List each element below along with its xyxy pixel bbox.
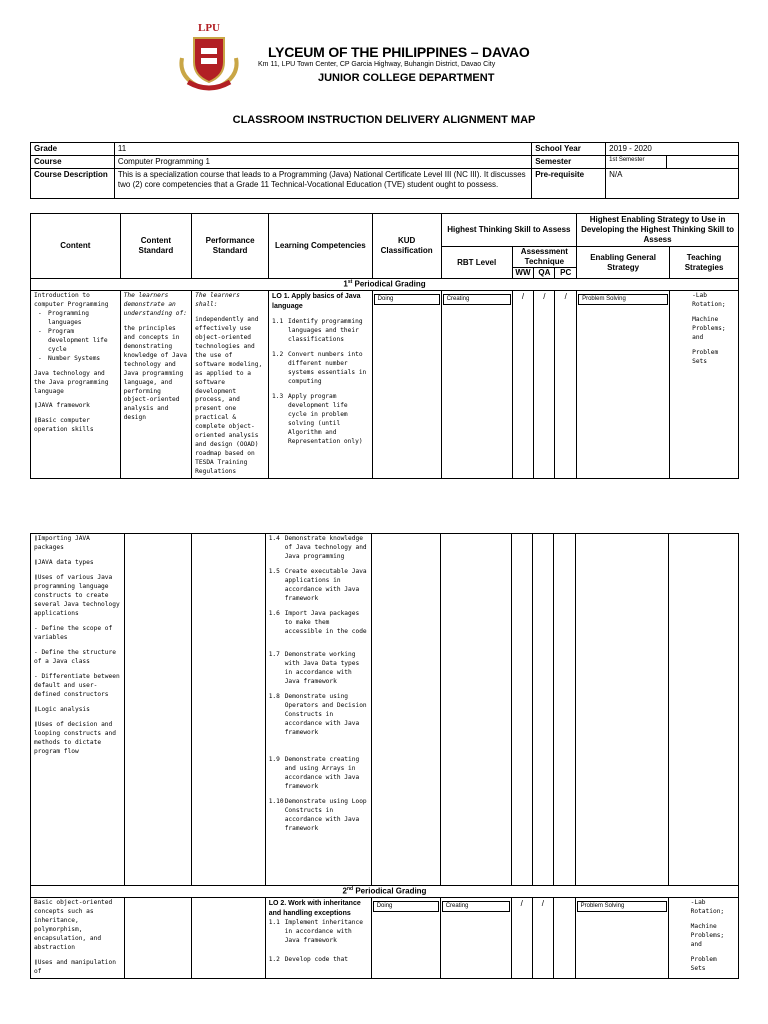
ww-mark: / — [511, 897, 532, 978]
school-year-value: 2019 - 2020 — [606, 143, 739, 156]
rbt-cell — [440, 534, 511, 886]
performance-standard-cell — [192, 534, 266, 886]
kud-field[interactable]: Doing — [373, 901, 439, 912]
competency-item: 1.4 Demonstrate knowledge of Java technology and Java programming — [268, 535, 367, 560]
course-description-label: Course Description — [31, 169, 115, 199]
content-item: ❙JAVA data types — [34, 558, 94, 566]
content-item: ❙Basic computer operation skills — [34, 417, 94, 434]
content-title: Introduction to computer Programming — [34, 291, 109, 308]
content-standard-cell — [124, 897, 192, 978]
enabling-field[interactable]: Problem Solving — [578, 294, 668, 305]
learning-outcome: LO 1. Apply basics of Java language — [272, 292, 361, 310]
competencies-cell — [265, 897, 371, 978]
pc-cell — [553, 534, 575, 886]
document-title: CLASSROOM INSTRUCTION DELIVERY ALIGNMENT MAP — [232, 114, 536, 126]
teaching-strategies-cell: -Lab Rotation; Machine Problems; and Problem Sets — [668, 897, 738, 978]
content-item: ❙Uses of decision and looping constructs and methods to dictate program flow — [34, 720, 116, 755]
school-address: Km 11, LPU Town Center, CP Garcia Highway, Buhangin District, Davao City — [258, 61, 496, 68]
enabling-field[interactable]: Problem Solving — [577, 901, 667, 912]
content-item: Java technology and the Java programming language — [34, 369, 109, 395]
content-cell — [31, 534, 125, 886]
alignment-map-table — [30, 213, 739, 479]
teaching-strategies-cell: -Lab Rotation; Machine Problems; and Problem Sets — [670, 290, 739, 479]
col-kud-classification: KUD Classification — [372, 214, 441, 279]
competency-item: 1.1 Implement inheritance in accordance with Java framework — [268, 918, 363, 944]
enabling-cell — [575, 534, 668, 886]
grade-value: 11 — [114, 143, 531, 156]
competencies-cell — [269, 290, 373, 479]
content-cell — [31, 897, 125, 978]
grade-label: Grade — [31, 143, 115, 156]
content-item: - Differentiate between default and user-defined constructors — [34, 672, 120, 698]
content-bullet: - Number Systems — [48, 355, 117, 364]
competency-item: 1.10 Demonstrate using Loop Constructs in accordance with Java framework — [268, 797, 367, 832]
course-info-table — [30, 142, 739, 199]
content-title: Basic object-oriented concepts such as inheritance, polymorphism, encapsulation, and abstraction — [34, 898, 113, 951]
competency-item: 1.6 Import Java packages to make them accessible in the code — [268, 609, 367, 635]
col-highest-thinking-skill: Highest Thinking Skill to Assess — [441, 214, 576, 247]
course-label: Course — [31, 156, 115, 169]
content-bullet: - Programming languages — [48, 310, 117, 328]
competency-item: 1.2 Develop code that — [268, 955, 349, 963]
col-pc: PC — [555, 268, 577, 279]
performance-standard-cell — [192, 290, 269, 479]
rbt-cell — [440, 897, 511, 978]
rbt-field[interactable]: Creating — [442, 901, 510, 912]
cs-intro: The learners demonstrate an understanding of: — [123, 291, 187, 317]
kud-cell — [371, 534, 440, 886]
ww-mark: / — [512, 290, 534, 479]
content-item: ❙Logic analysis — [34, 705, 90, 713]
competency-item: 1.7 Demonstrate working with Java Data types in accordance with Java framework — [268, 650, 360, 685]
col-ww: WW — [512, 268, 534, 279]
competencies-cell — [265, 534, 371, 886]
ps-body: independently and effectively use object-oriented technologies and the use of software modeling, as applied to a software development process, and present one practical & complete object-oriented analysis and design (OOAD) roadmap based on TESDA Training Regulations — [195, 315, 263, 476]
content-item: - Define the structure of a Java class — [34, 648, 116, 665]
school-logo — [172, 18, 246, 92]
semester-label: Semester — [532, 156, 606, 169]
col-content: Content — [31, 214, 121, 279]
learning-outcome: LO 2. Work with inheritance and handling exceptions — [268, 899, 361, 917]
enabling-cell — [577, 290, 670, 479]
qa-mark: / — [532, 897, 553, 978]
col-performance-standard: Performance Standard — [192, 214, 269, 279]
competency-item: 1.3 Apply program development life cycle in problem solving (until Algorithm and Representation only) — [272, 392, 363, 445]
col-learning-competencies: Learning Competencies — [269, 214, 373, 279]
prerequisite-value: N/A — [606, 169, 739, 199]
competency-item: 1.5 Create executable Java applications in accordance with Java framework — [268, 567, 367, 602]
content-item: ❙JAVA framework — [34, 402, 90, 410]
competency-item: 1.9 Demonstrate creating and using Arrays in accordance with Java framework — [268, 755, 360, 790]
course-description-value: This is a specialization course that leads to a Programming (Java) National Certificate Level III (NC III). It discusses two (2) core competencies that a Grade 11 Technical-Vocational Education (TVE) student ought to possess. — [114, 169, 531, 199]
col-enabling-general-strategy: Enabling General Strategy — [577, 247, 670, 279]
kud-cell — [371, 897, 440, 978]
competency-item: 1.1 Identify programming languages and their classifications — [272, 317, 363, 343]
qa-mark: / — [534, 290, 555, 479]
competency-item: 1.2 Convert numbers into different number systems essentials in computing — [272, 350, 367, 385]
semester-blank — [667, 156, 739, 169]
content-item: ❙Importing JAVA packages — [34, 535, 90, 551]
col-rbt-level: RBT Level — [441, 247, 512, 279]
pc-cell — [553, 897, 575, 978]
kud-cell — [372, 290, 441, 479]
content-item: ❙Uses and manipulation of — [34, 958, 116, 975]
content-standard-cell — [120, 290, 192, 479]
alignment-map-table-continued — [30, 533, 739, 979]
content-item: - Define the scope of variables — [34, 624, 113, 641]
content-cell — [31, 290, 121, 479]
cs-body: the principles and concepts in demonstrating knowledge of Java technology and Java programming language, and performing object-oriented analysis and design — [123, 324, 187, 422]
pc-mark: / — [555, 290, 577, 479]
col-qa: QA — [534, 268, 555, 279]
grading-band-2: 2nd Periodical Grading — [31, 886, 739, 898]
col-teaching-strategies: Teaching Strategies — [670, 247, 739, 279]
semester-value: 1st Semester — [606, 156, 667, 169]
performance-standard-cell — [192, 897, 266, 978]
rbt-field[interactable]: Creating — [443, 294, 511, 305]
col-highest-enabling-strategy: Highest Enabling Strategy to Use in Developing the Highest Thinking Skill to Assess — [577, 214, 739, 247]
prerequisite-label: Pre-requisite — [532, 169, 606, 199]
ps-intro: The learners shall: — [195, 291, 240, 308]
teaching-strategies-cell — [668, 534, 738, 886]
course-value: Computer Programming 1 — [114, 156, 531, 169]
school-name: LYCEUM OF THE PHILIPPINES – DAVAO — [268, 44, 530, 60]
content-standard-cell — [124, 534, 192, 886]
logo-text: LPU — [198, 22, 220, 34]
qa-cell — [532, 534, 553, 886]
content-bullet: - Program development life cycle — [48, 328, 117, 355]
enabling-cell — [575, 897, 668, 978]
col-assessment-technique: Assessment Technique — [512, 247, 576, 268]
department-name: JUNIOR COLLEGE DEPARTMENT — [318, 72, 495, 84]
rbt-cell — [441, 290, 512, 479]
content-item: ❙Uses of various Java programming language constructs to create several Java technology applications — [34, 573, 120, 617]
competency-item: 1.8 Demonstrate using Operators and Decision Constructs in accordance with Java framework — [268, 692, 367, 736]
col-content-standard: Content Standard — [120, 214, 192, 279]
ww-cell — [511, 534, 532, 886]
kud-field[interactable]: Doing — [374, 294, 440, 305]
school-year-label: School Year — [532, 143, 606, 156]
grading-band-1: 1st Periodical Grading — [31, 279, 739, 291]
